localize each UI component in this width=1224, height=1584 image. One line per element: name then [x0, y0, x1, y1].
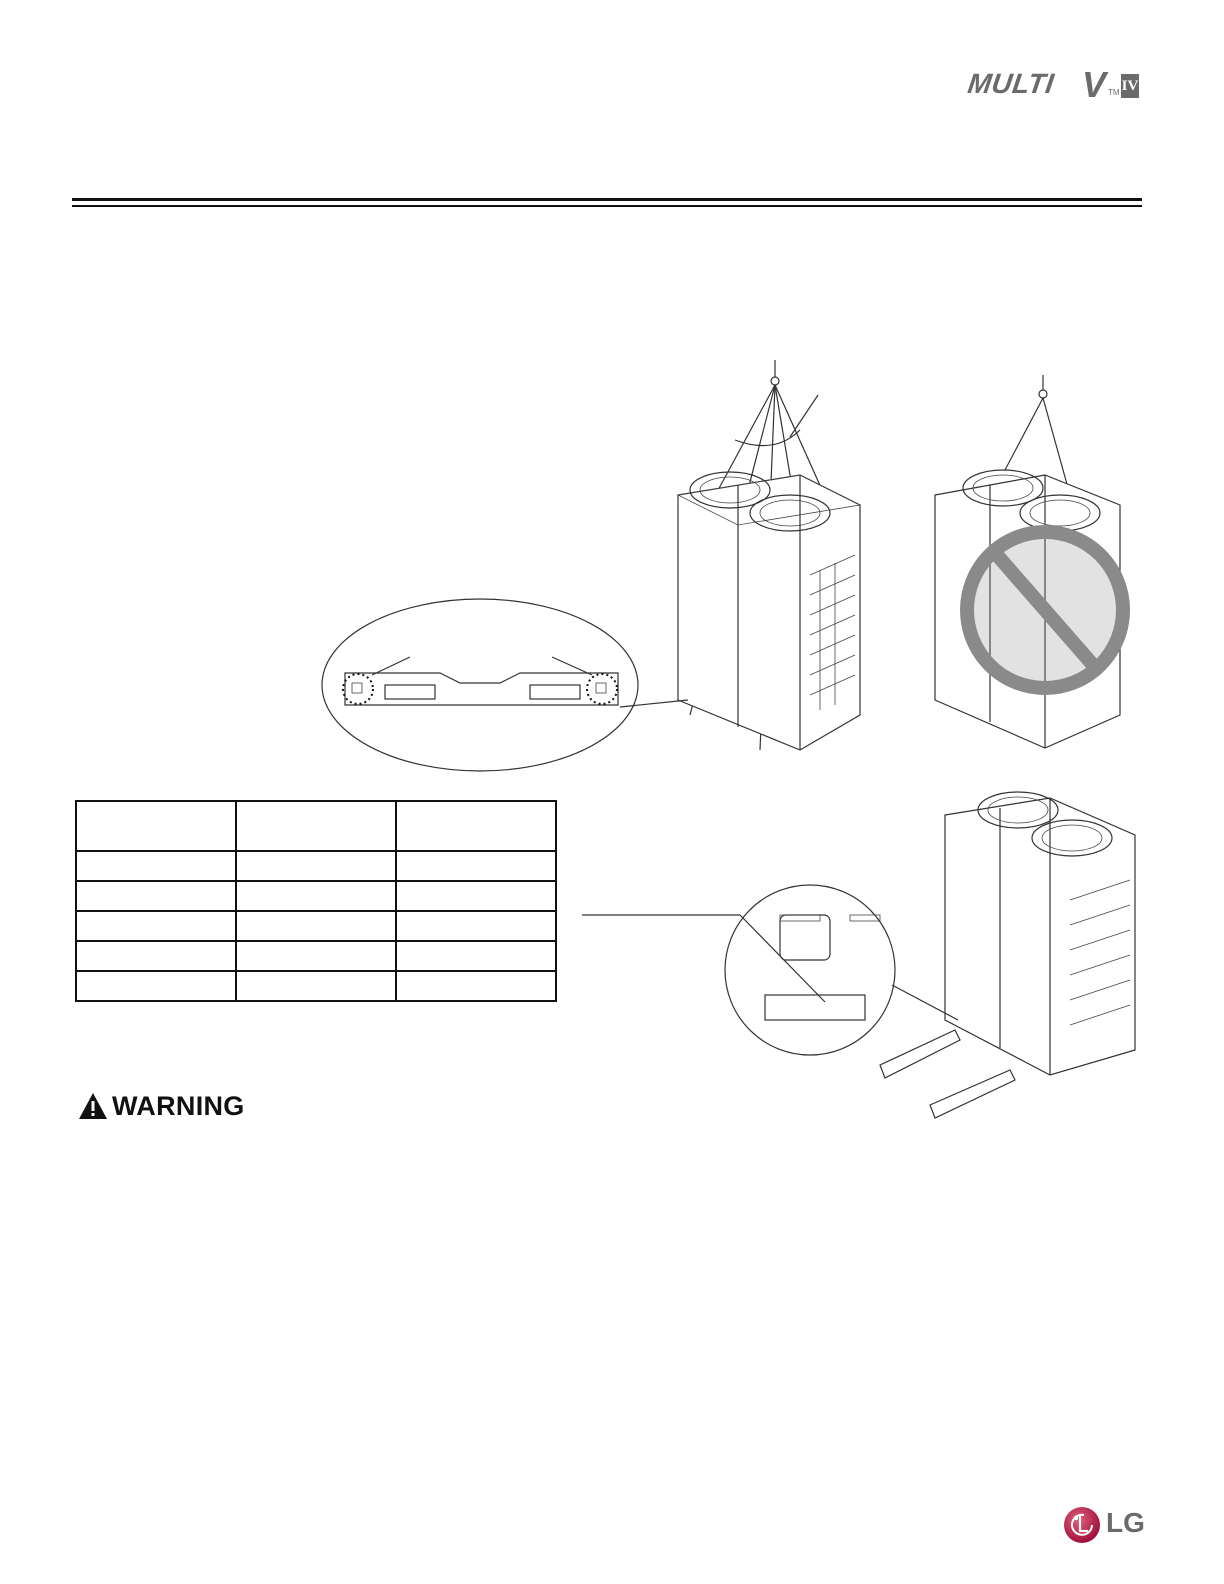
table-cell [236, 971, 396, 1001]
warning-triangle-icon [78, 1092, 108, 1120]
lg-logo [1062, 1505, 1146, 1545]
warning-heading [78, 1090, 245, 1122]
rigging-illustration [320, 355, 880, 775]
table-row [76, 911, 556, 941]
table-cell [396, 941, 556, 971]
table-cell [236, 881, 396, 911]
brand-logo [965, 64, 1148, 106]
table-cell [236, 851, 396, 881]
table-header-cell [76, 801, 236, 851]
prohibited-lifting-illustration [925, 370, 1145, 760]
table-cell [396, 911, 556, 941]
table-cell [76, 881, 236, 911]
lg-face-icon [1062, 1505, 1102, 1545]
table-row [76, 851, 556, 881]
brand-letter: V [1082, 64, 1107, 105]
forklift-illustration [580, 780, 1145, 1120]
table-cell [76, 971, 236, 1001]
table-header-row [76, 801, 556, 851]
table-row [76, 971, 556, 1001]
brand-generation: IV [1121, 74, 1139, 98]
table-row [76, 881, 556, 911]
table-header-cell [396, 801, 556, 851]
table-cell [76, 941, 236, 971]
spec-table [75, 800, 557, 1002]
table-cell [396, 851, 556, 881]
table-header-cell [236, 801, 396, 851]
table-cell [236, 911, 396, 941]
table-row [76, 941, 556, 971]
table-cell [76, 911, 236, 941]
brand-word: MULTI [965, 68, 1057, 99]
prohibited-icon [967, 532, 1123, 688]
table-cell [236, 941, 396, 971]
header-rule [72, 198, 1142, 207]
lg-logo-text: LG [1106, 1507, 1145, 1538]
table-cell [76, 851, 236, 881]
brand-trademark: TM [1108, 88, 1120, 97]
warning-label: WARNING [112, 1090, 245, 1121]
table-cell [396, 881, 556, 911]
table-cell [396, 971, 556, 1001]
